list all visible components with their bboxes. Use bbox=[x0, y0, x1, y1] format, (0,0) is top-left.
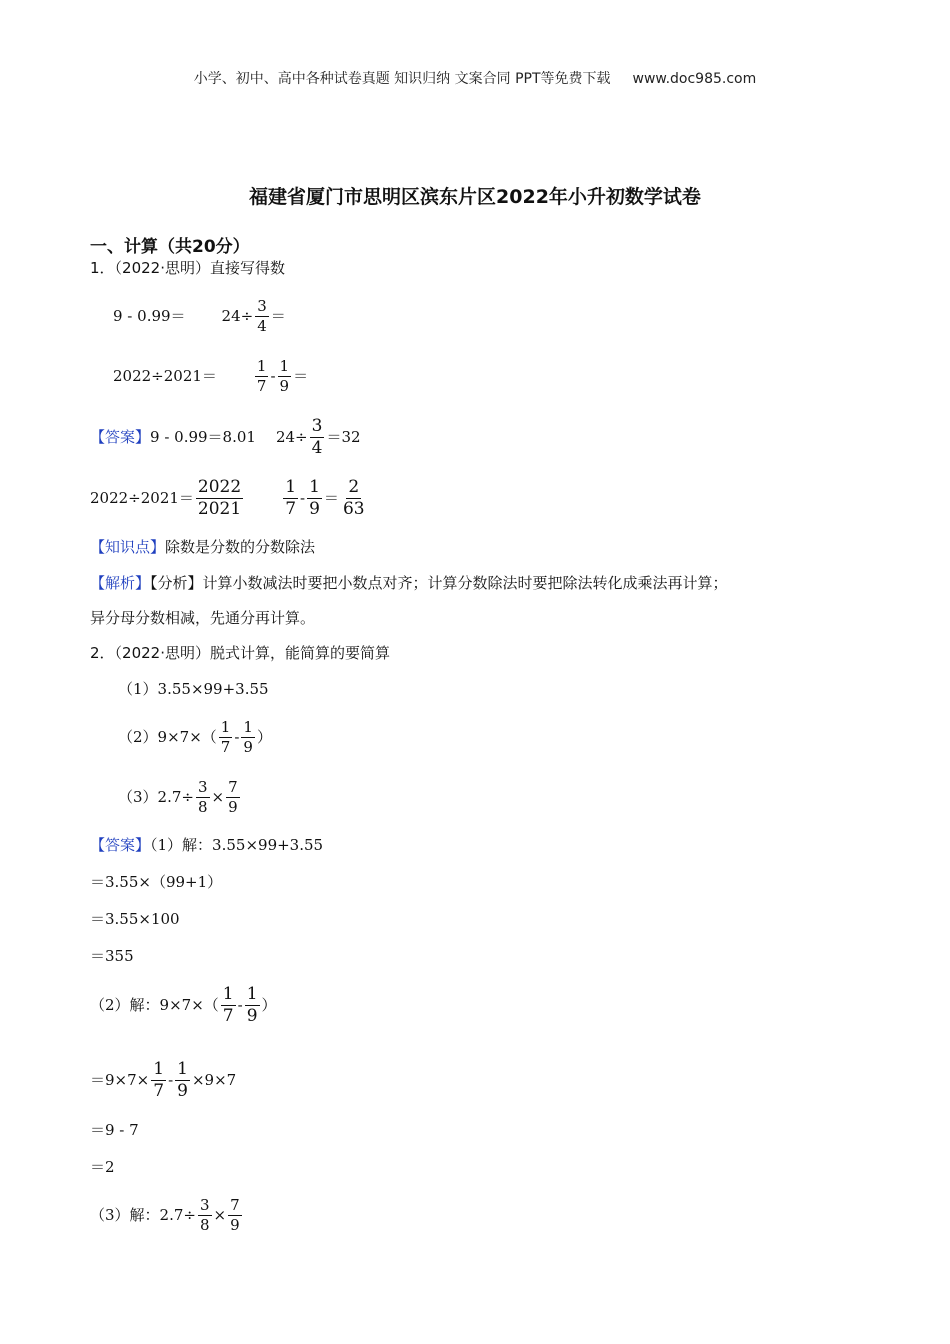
q2-answer-part-3-line-1 bbox=[90, 1193, 244, 1237]
q2-answer-line-4: ＝355 bbox=[90, 947, 134, 965]
answer-tag: 【答案】 bbox=[90, 836, 151, 854]
fraction bbox=[198, 1195, 212, 1234]
numerator: 2 bbox=[348, 476, 360, 497]
numerator: 3 bbox=[311, 415, 323, 436]
q2-answer-line-2: ＝3.55×（99+1） bbox=[90, 873, 223, 891]
minus-sign: - bbox=[270, 367, 276, 385]
denominator: 9 bbox=[309, 498, 320, 519]
q2-answer-part-2-line-1 bbox=[90, 983, 277, 1027]
fraction bbox=[283, 476, 298, 519]
numerator: 7 bbox=[230, 1195, 240, 1214]
numerator: 1 bbox=[243, 717, 253, 736]
q1-problem-2-post: ＝ bbox=[270, 307, 286, 325]
equals-sign: ＝ bbox=[293, 367, 309, 385]
question-1-label: 1．（2022·思明）直接写得数 bbox=[90, 259, 285, 277]
page-header bbox=[0, 68, 950, 88]
fraction bbox=[196, 476, 243, 519]
fraction bbox=[228, 1195, 242, 1234]
numerator: 7 bbox=[228, 777, 238, 796]
q1-answer-row-2 bbox=[90, 476, 369, 520]
denominator: 9 bbox=[243, 737, 253, 756]
denominator: 7 bbox=[222, 1005, 234, 1026]
minus-sign: - bbox=[237, 996, 243, 1014]
question-2-label: 2．（2022·思明）脱式计算，能简算的要简算 bbox=[90, 644, 390, 662]
fraction bbox=[219, 717, 233, 756]
header-site-link[interactable]: www.doc985.com bbox=[632, 71, 757, 87]
denominator: 7 bbox=[220, 737, 231, 756]
q2-answer-part-2-line-2-post: ×9×7 bbox=[191, 1071, 237, 1089]
fraction bbox=[310, 415, 325, 458]
minus-sign: - bbox=[168, 1071, 174, 1089]
numerator: 1 bbox=[279, 356, 290, 375]
q2-answer-line-1 bbox=[90, 835, 323, 855]
q1-problem-3: 2022÷2021＝ bbox=[113, 367, 217, 385]
fraction bbox=[255, 296, 269, 335]
fraction bbox=[241, 717, 255, 756]
q2-answer-line-3: ＝3.55×100 bbox=[90, 910, 180, 928]
q2-answer-part-3-pre: （3）解：2.7÷ bbox=[90, 1206, 196, 1224]
denominator: 8 bbox=[199, 1215, 210, 1234]
knowledge-point-tag: 【知识点】 bbox=[90, 538, 166, 556]
close-paren: ） bbox=[256, 728, 272, 746]
q2-answer-part-2-pre: （2）解：9×7×（ bbox=[90, 996, 219, 1014]
denominator: 9 bbox=[279, 376, 290, 395]
denominator: 4 bbox=[257, 316, 267, 335]
fraction bbox=[255, 356, 269, 395]
q1-problem-1: 9 - 0.99＝ bbox=[113, 307, 186, 325]
close-paren: ） bbox=[261, 996, 277, 1014]
equals-sign: ＝ bbox=[323, 489, 339, 507]
analysis-text: 【分析】计算小数减法时要把小数点对齐；计算分数除法时要把除法转化成乘法再计算； bbox=[150, 574, 728, 592]
section-heading: 一、计算（共20分） bbox=[90, 237, 250, 257]
analysis-tag: 【解析】 bbox=[90, 574, 151, 592]
q2-subproblem-2 bbox=[118, 716, 272, 758]
q2-answer-1-text: （1）解：3.55×99+3.55 bbox=[150, 836, 324, 854]
analysis-row bbox=[90, 573, 728, 593]
denominator: 63 bbox=[342, 498, 365, 519]
denominator: 7 bbox=[153, 1080, 165, 1101]
fraction bbox=[341, 476, 367, 519]
q1-answer-row-1 bbox=[90, 416, 361, 458]
denominator: 7 bbox=[285, 498, 297, 519]
numerator: 1 bbox=[309, 476, 320, 497]
times-sign: × bbox=[213, 1206, 227, 1224]
q1-problem-2-pre: 24÷ bbox=[221, 307, 254, 325]
denominator: 4 bbox=[311, 437, 323, 458]
page-title: 福建省厦门市思明区滨东片区2022年小升初数学试卷 bbox=[249, 186, 701, 208]
minus-sign: - bbox=[234, 728, 240, 746]
header-text: 小学、初中、高中各种试卷真题 知识归纳 文案合同 PPT等免费下载 bbox=[193, 71, 611, 87]
q1-answer-2-pre: 24÷ bbox=[275, 428, 308, 446]
fraction bbox=[245, 983, 260, 1026]
q2-answer-part-2-line-3: ＝9 - 7 bbox=[90, 1121, 139, 1139]
q1-answer-3-pre: 2022÷2021＝ bbox=[90, 489, 194, 507]
numerator: 3 bbox=[199, 1195, 210, 1214]
q1-answer-1: 9 - 0.99＝8.01 bbox=[150, 428, 256, 446]
q1-problem-row-1 bbox=[113, 296, 286, 336]
numerator: 1 bbox=[222, 983, 234, 1004]
numerator: 3 bbox=[197, 777, 208, 796]
fraction bbox=[151, 1058, 166, 1101]
knowledge-point-text: 除数是分数的分数除法 bbox=[165, 538, 316, 556]
q2-subproblem-3-pre: （3）2.7÷ bbox=[118, 788, 194, 806]
fraction bbox=[175, 1058, 190, 1101]
q1-problem-row-2 bbox=[113, 356, 308, 396]
q2-answer-part-2-line-2 bbox=[90, 1058, 236, 1102]
minus-sign: - bbox=[300, 489, 306, 507]
numerator: 1 bbox=[153, 1058, 165, 1079]
q2-subproblem-2-pre: （2）9×7×（ bbox=[118, 728, 217, 746]
fraction bbox=[307, 476, 322, 519]
numerator: 1 bbox=[256, 356, 267, 375]
numerator: 1 bbox=[246, 983, 258, 1004]
times-sign: × bbox=[211, 788, 225, 806]
denominator: 7 bbox=[256, 376, 267, 395]
q2-subproblem-1: （1）3.55×99+3.55 bbox=[118, 680, 269, 698]
q2-subproblem-3 bbox=[118, 776, 242, 818]
q2-answer-part-2-line-4: ＝2 bbox=[90, 1158, 115, 1176]
numerator: 1 bbox=[177, 1058, 188, 1079]
denominator: 9 bbox=[177, 1080, 188, 1101]
denominator: 9 bbox=[228, 797, 238, 816]
denominator: 9 bbox=[246, 1005, 258, 1026]
denominator: 8 bbox=[197, 797, 208, 816]
numerator: 3 bbox=[257, 296, 267, 315]
knowledge-point-row bbox=[90, 537, 315, 557]
numerator: 2022 bbox=[197, 476, 242, 497]
numerator: 1 bbox=[220, 717, 231, 736]
q2-answer-part-2-line-2-pre: ＝9×7× bbox=[90, 1071, 150, 1089]
fraction bbox=[196, 777, 210, 816]
fraction bbox=[221, 983, 236, 1026]
answer-tag: 【答案】 bbox=[90, 428, 151, 446]
fraction bbox=[226, 777, 240, 816]
denominator: 2021 bbox=[197, 498, 242, 519]
analysis-text-line-2: 异分母分数相减，先通分再计算。 bbox=[90, 609, 316, 627]
numerator: 1 bbox=[285, 476, 297, 497]
fraction bbox=[278, 356, 292, 395]
denominator: 9 bbox=[230, 1215, 240, 1234]
q1-answer-2-post: ＝32 bbox=[326, 428, 361, 446]
